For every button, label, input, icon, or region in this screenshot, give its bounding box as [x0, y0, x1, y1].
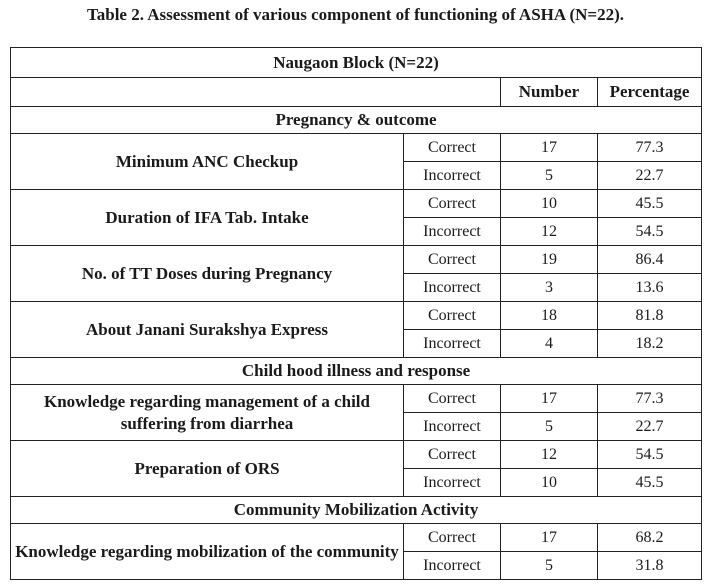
asha-assessment-table [10, 47, 702, 580]
cell-answer: Correct [404, 385, 501, 413]
cell-number: 18 [501, 302, 598, 330]
section-row [11, 497, 702, 524]
cell-number: 5 [501, 413, 598, 441]
cell-answer: Incorrect [404, 552, 501, 580]
item-label: Preparation of ORS [11, 441, 404, 497]
cell-percentage: 81.8 [598, 302, 702, 330]
section-title: Child hood illness and response [11, 358, 702, 385]
item-label: About Janani Surakshya Express [11, 302, 404, 358]
cell-number: 10 [501, 190, 598, 218]
item-label: Knowledge regarding mobilization of the community [11, 524, 404, 580]
cell-answer: Incorrect [404, 162, 501, 190]
cell-answer: Incorrect [404, 330, 501, 358]
table-row [11, 302, 702, 330]
blank-header-cell [11, 78, 501, 107]
table-row [11, 385, 702, 413]
cell-number: 3 [501, 274, 598, 302]
cell-number: 17 [501, 385, 598, 413]
cell-percentage: 22.7 [598, 413, 702, 441]
cell-number: 17 [501, 524, 598, 552]
cell-number: 12 [501, 441, 598, 469]
cell-number: 12 [501, 218, 598, 246]
cell-number: 17 [501, 134, 598, 162]
cell-answer: Incorrect [404, 469, 501, 497]
cell-answer: Correct [404, 134, 501, 162]
cell-answer: Incorrect [404, 218, 501, 246]
table-row [11, 441, 702, 469]
column-header-number: Number [501, 78, 598, 107]
cell-number: 10 [501, 469, 598, 497]
cell-percentage: 68.2 [598, 524, 702, 552]
cell-answer: Correct [404, 246, 501, 274]
table-row [11, 190, 702, 218]
table-row [11, 246, 702, 274]
cell-answer: Correct [404, 190, 501, 218]
cell-percentage: 45.5 [598, 190, 702, 218]
section-row [11, 107, 702, 134]
table-row [11, 524, 702, 552]
cell-percentage: 31.8 [598, 552, 702, 580]
cell-number: 19 [501, 246, 598, 274]
table-caption: Table 2. Assessment of various component of functioning of ASHA (N=22). [86, 5, 625, 24]
cell-number: 4 [501, 330, 598, 358]
cell-percentage: 77.3 [598, 385, 702, 413]
cell-answer: Correct [404, 524, 501, 552]
cell-percentage: 77.3 [598, 134, 702, 162]
cell-percentage: 22.7 [598, 162, 702, 190]
cell-answer: Correct [404, 302, 501, 330]
item-label: Knowledge regarding management of a child suffering from diarrhea [11, 385, 404, 441]
cell-percentage: 54.5 [598, 218, 702, 246]
item-label: Duration of IFA Tab. Intake [11, 190, 404, 246]
section-title: Community Mobilization Activity [11, 497, 702, 524]
section-row [11, 358, 702, 385]
cell-answer: Incorrect [404, 413, 501, 441]
section-title: Pregnancy & outcome [11, 107, 702, 134]
cell-percentage: 13.6 [598, 274, 702, 302]
cell-percentage: 45.5 [598, 469, 702, 497]
cell-percentage: 86.4 [598, 246, 702, 274]
cell-answer: Correct [404, 441, 501, 469]
cell-percentage: 54.5 [598, 441, 702, 469]
cell-percentage: 18.2 [598, 330, 702, 358]
block-header: Naugaon Block (N=22) [11, 48, 702, 78]
item-label: Minimum ANC Checkup [11, 134, 404, 190]
table-row [11, 134, 702, 162]
item-label: No. of TT Doses during Pregnancy [11, 246, 404, 302]
cell-number: 5 [501, 162, 598, 190]
column-header-percentage: Percentage [598, 78, 702, 107]
cell-number: 5 [501, 552, 598, 580]
cell-answer: Incorrect [404, 274, 501, 302]
